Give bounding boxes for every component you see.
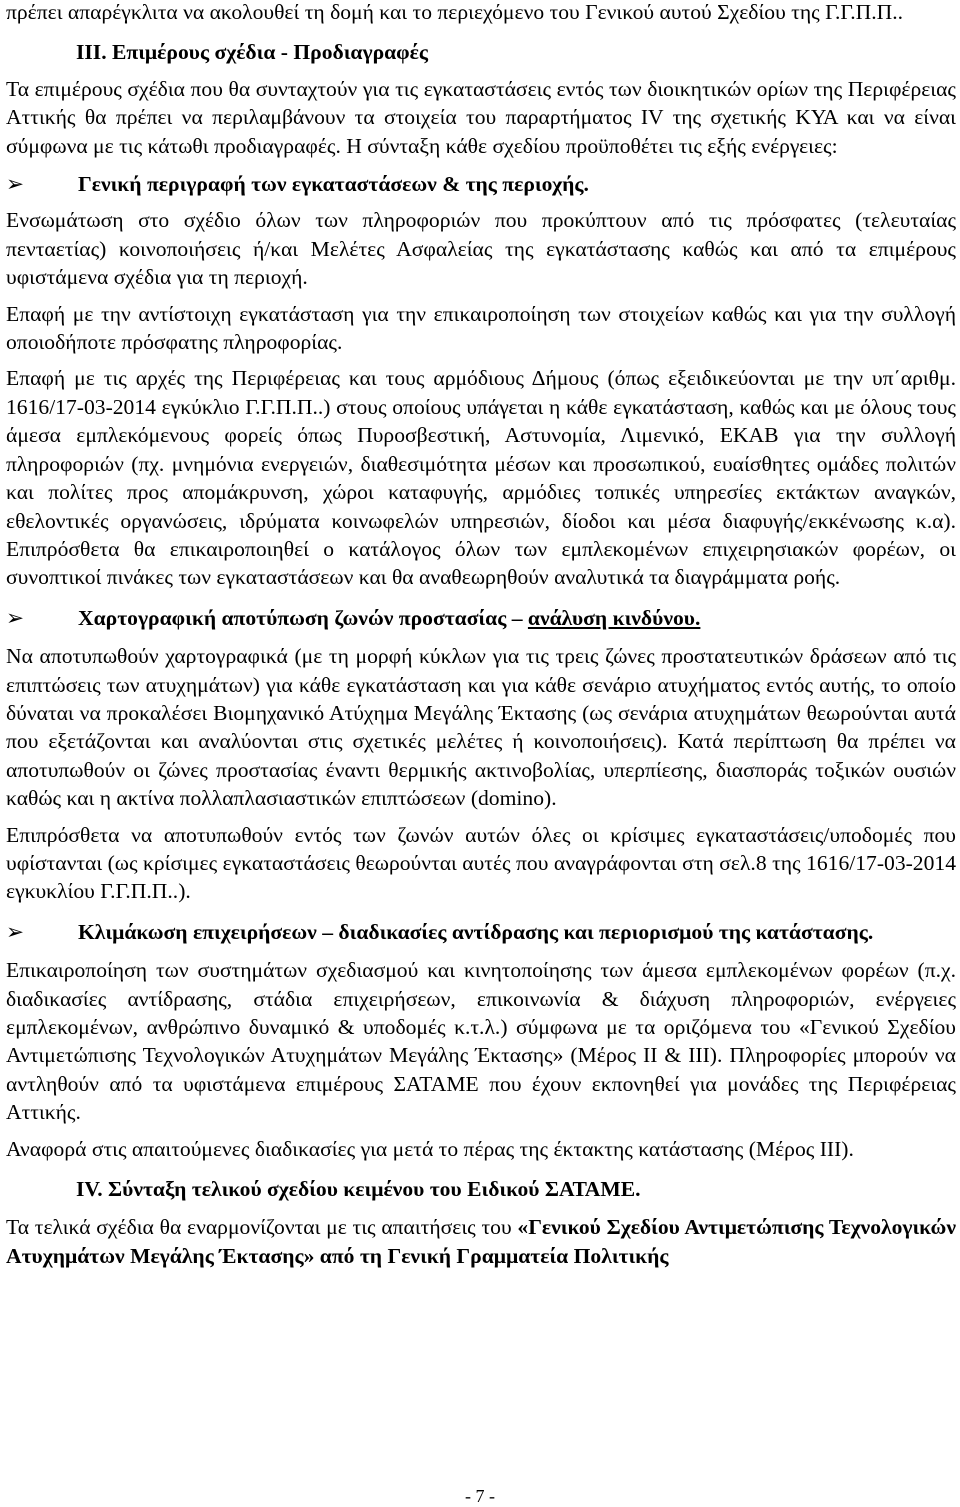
bullet-text-part: Χαρτογραφική αποτύπωση ζωνών προστασίας – [78, 605, 528, 630]
bullet-mapping [6, 604, 956, 632]
paragraph-intro: πρέπει απαρέγκλιτα να ακολουθεί τη δομή και το περιεχόμενο του Γενικού αυτού Σχεδίου της Γ.Γ.Π.Π.. [6, 0, 904, 24]
paragraph-4: Επαφή με τις αρχές της Περιφέρειας και τους αρμόδιους Δήμους (όπως εξειδικεύονται με την υπ΄αριθμ. 1616/17-03-2014 εγκύκλιο Γ.Γ.Π.Π..) στους οποίους υπάγεται η κάθε εγκατάσταση, καθώς και με όλους τους άμεσα εμπλεκόμενους φορείς όπως Πυροσβεστική, Αστυνομία, Λιμενικό, ΕΚΑΒ για την συλλογή πληροφοριών (πχ. μνημόνια ενεργειών, διαθεσιμότητα μέσων και προσωπικού, ευαίσθητες ομάδες πολιτών και πολίτες προς απομάκρυνση, χώροι καταφυγής, αρμόδιες τοπικές υπηρεσίες εκτάκτων αναγκών, εθελοντικές οργανώσεις, ιδρύματα κοινωφελών υπηρεσιών, δίοδοι και μέσα διαφυγής/εκκένωσης κ.α). Επιπρόσθετα θα επικαιροποιηθεί ο κατάλογος όλων των εμπλεκομένων επιχειρησιακών φορέων, οι συνοπτικοί πινάκες των εγκαταστάσεων και θα αναθεωρηθούν αναλυτικά τα διαγράμματα ροής. [6, 366, 956, 590]
paragraph-6: Επιπρόσθετα να αποτυπωθούν εντός των ζωνών αυτών όλες οι κρίσιμες εγκαταστάσεις/υποδομές που υφίστανται (ως κρίσιμες εγκαταστάσεις θεωρούνται αυτές που αναγράφονται στη σελ.8 της 1616/17-03-2014 εγκυκλίου Γ.Γ.Π.Π..). [6, 822, 956, 904]
paragraph-2: Ενσωμάτωση στο σχέδιο όλων των πληροφοριών που προκύπτουν από τις πρόσφατες (τελευταίας πενταετίας) κοινοποιήσεις ή/και Μελέτες Ασφαλείας της εγκατάστασης καθώς και από τα επιμέρους υφιστάμενα σχέδια για τη περιοχή. [6, 208, 956, 290]
paragraph-9-bold: «Γενικού Σχεδίου Αντιμετώπισης Τεχνολογικών Ατυχημάτων Μεγάλης Έκτασης» από τη Γενική Γραμματεία Πολιτικής [6, 1215, 956, 1268]
page-number: - 7 - [465, 1486, 495, 1506]
bullet-text-underlined: ανάλυση κινδύνου. [527, 605, 701, 630]
arrow-bullet-icon: ➢ [6, 919, 25, 944]
bullet-text: Γενική περιγραφή των εγκαταστάσεων & της περιοχής. [78, 172, 589, 197]
section-title-iv: IV. Σύνταξη τελικού σχεδίου κειμένου του Ειδικού ΣΑΤΑΜΕ. [76, 1177, 641, 1202]
paragraph-1: Τα επιμέρους σχέδια που θα συνταχτούν για τις εγκαταστάσεις εντός των διοικητικών ορίων της Περιφέρειας Αττικής θα πρέπει να περιλαμβάνουν τα στοιχεία του παραρτήματος IV της σχετικής ΚΥΑ και να είναι σύμφωνα με τις κάτωθι προδιαγραφές. Η σύνταξη κάθε σχεδίου προϋποθέτει τις εξής ενέργειες: [6, 76, 956, 158]
paragraph-8: Αναφορά στις απαιτούμενες διαδικασίες για μετά το πέρας της έκτακτης κατάστασης (Μέρος ΙΙΙ). [6, 1136, 854, 1161]
paragraph-7: Επικαιροποίηση των συστημάτων σχεδιασμού και κινητοποίησης των άμεσα εμπλεκομένων φορέων (π.χ. διαδικασίες αντίδρασης, στάδια επιχειρήσεων, επικοινωνία & διάχυση πληροφοριών, ενέργειες εμπλεκομένων, ανθρώπινο δυναμικό & υποδομές κ.τ.λ.) σύμφωνα με τα οριζόμενα του «Γενικού Σχεδίου Αντιμετώπισης Τεχνολογικών Ατυχημάτων Μεγάλης Έκτασης» (Μέρος ΙΙ & ΙΙΙ). Πληροφορίες μπορούν να αντληθούν από τα υφιστάμενα επιμέρους ΣΑΤΑΜΕ που έχουν εκπονηθεί για μονάδες της Περιφέρειας Αττικής. [6, 958, 956, 1125]
paragraph-9 [6, 1213, 956, 1270]
paragraph-5: Να αποτυπωθούν χαρτογραφικά (με τη μορφή κύκλων για τις τρεις ζώνες προστατευτικών δράσεων από τις επιπτώσεις των ατυχημάτων) για κάθε εγκατάσταση και για κάθε σενάριο ατυχήματος εντός αυτής, το οποίο δύναται να προκαλέσει Βιομηχανικό Ατύχημα Μεγάλης Έκτασης (ως σενάρια ατυχημάτων θεωρούνται αυτά που εξετάζονται και αναλύονται στις σχετικές μελέτες ή κοινοποιήσεις). Κατά περίπτωση θα πρέπει να αποτυπωθούν οι ζώνες προστασίας έναντι θερμικής ακτινοβολίας, υπερπίεσης, διασποράς τοξικών ουσιών καθώς και η ακτίνα πολλαπλασιαστικών επιπτώσεων (domino). [6, 644, 956, 811]
bullet-text: Κλιμάκωση επιχειρήσεων – διαδικασίες αντίδρασης και περιορισμού της κατάστασης. [78, 919, 874, 944]
paragraph-3: Επαφή με την αντίστοιχη εγκατάσταση για την επικαιροποίηση των στοιχείων καθώς και για την συλλογή οποιοδήποτε πρόσφατης πληροφορίας. [6, 301, 956, 355]
bullet-general-description [6, 170, 956, 198]
bullet-text [78, 604, 956, 632]
section-title-iii: ΙΙΙ. Επιμέρους σχέδια - Προδιαγραφές [76, 40, 428, 65]
document-page [6, 0, 956, 1270]
paragraph-9-text: Τα τελικά σχέδια θα εναρμονίζονται με τις απαιτήσεις του [6, 1215, 518, 1240]
arrow-bullet-icon: ➢ [6, 605, 25, 630]
bullet-escalation [6, 918, 956, 946]
arrow-bullet-icon: ➢ [6, 172, 25, 197]
